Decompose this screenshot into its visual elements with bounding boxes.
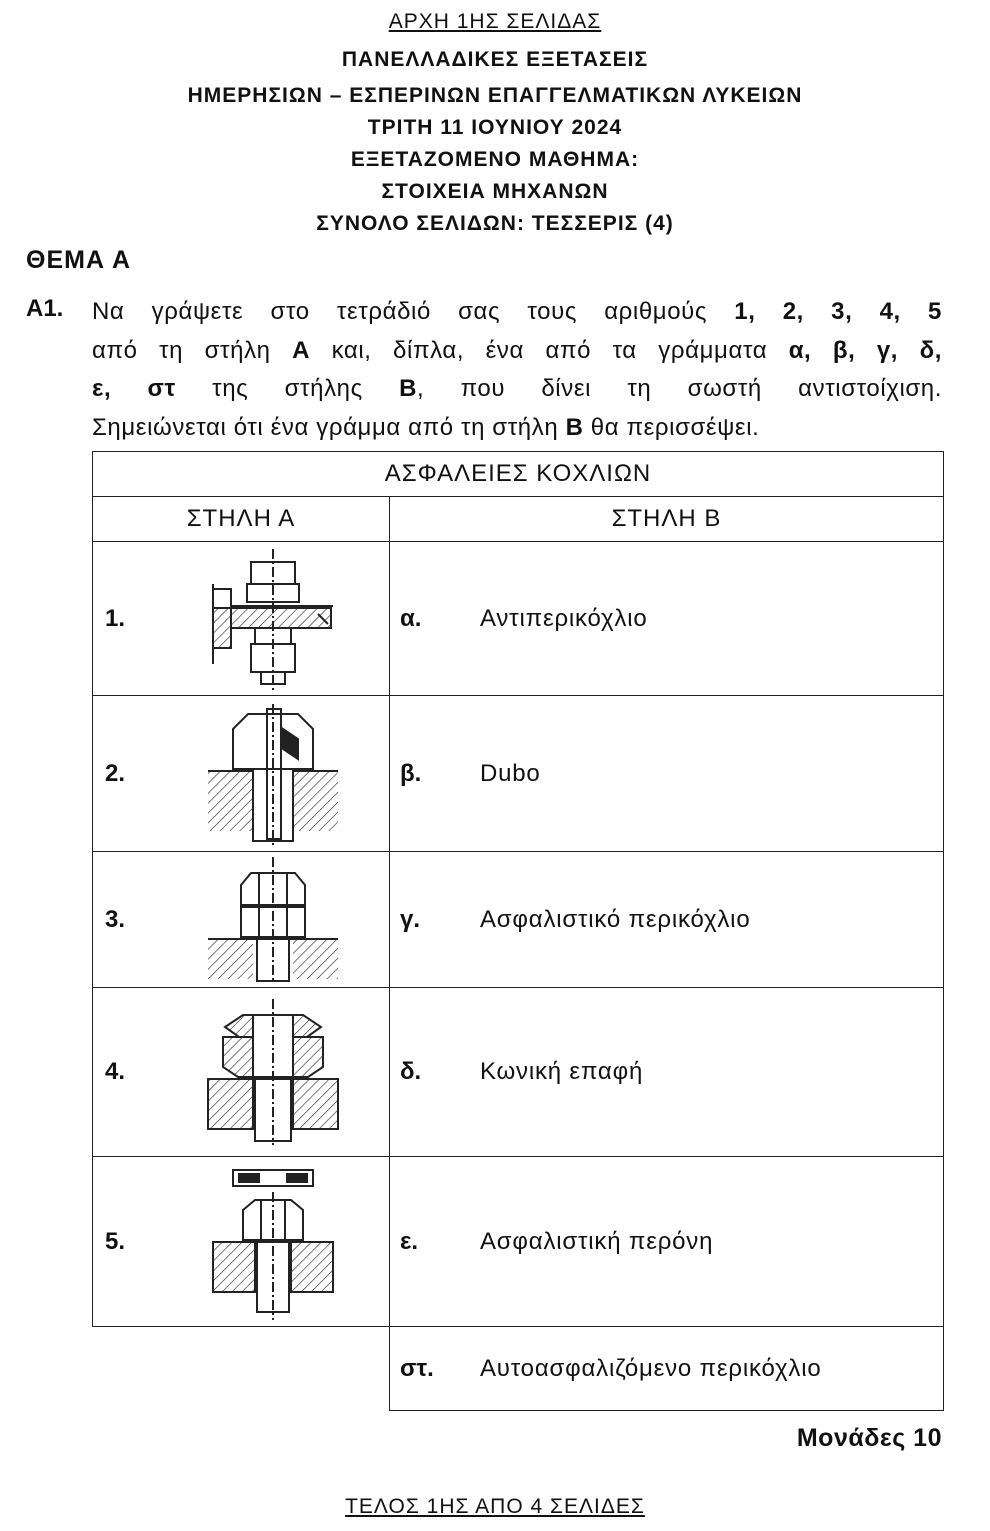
question-line (92, 370, 942, 409)
exam-schools: ΗΜΕΡΗΣΙΩΝ – ΕΣΠΕΡΙΝΩΝ ΕΠΑΓΓΕΛΜΑΤΙΚΩΝ ΛΥΚΕΙΩΝ (187, 84, 803, 107)
row-number: 2. (105, 759, 126, 787)
column-a-header: ΣΤΗΛΗ Α (93, 497, 390, 542)
table-row (93, 1327, 944, 1411)
table-row (93, 852, 944, 988)
bold-text: α, β, γ, δ, (788, 336, 942, 364)
option-text: Dubo (480, 759, 541, 787)
self-locking-nut-drawing (203, 1162, 343, 1322)
option-text: Ασφαλιστική περόνη (480, 1227, 714, 1255)
text-segment: , που δίνει τη σωστή αντιστοίχιση. (417, 375, 943, 402)
matching-table (92, 451, 944, 1411)
text-segment: και, δίπλα, ένα από τα γράμματα (310, 336, 789, 364)
page-count: ΣΥΝΟΛΟ ΣΕΛΙΔΩΝ: ΤΕΣΣΕΡΙΣ (4) (316, 212, 674, 235)
option-text: Ασφαλιστικό περικόχλιο (480, 905, 751, 933)
bold-text: 1, 2, 3, 4, 5 (734, 298, 942, 325)
option-letter: α. (400, 604, 422, 632)
row-number: 5. (105, 1227, 126, 1255)
pin-nut-drawing (203, 699, 343, 849)
row-number: 3. (105, 905, 126, 933)
row-number: 1. (105, 604, 126, 632)
subject-label: ΕΞΕΤΑΖΟΜΕΝΟ ΜΑΘΗΜΑ: (350, 148, 640, 171)
option-text: Κωνική επαφή (480, 1058, 644, 1085)
question-line (92, 293, 942, 332)
question-number: Α1. (26, 295, 64, 322)
question-line (92, 332, 942, 371)
text-segment: από τη στήλη (92, 336, 293, 364)
table-row (93, 1157, 944, 1327)
option-letter: ε. (400, 1227, 419, 1255)
question-text (92, 293, 942, 447)
text-segment: Σημειώνεται ότι ένα γράμμα από τη στήλη (92, 413, 566, 441)
bold-text: Β (399, 375, 418, 402)
section-title: ΘΕΜΑ Α (26, 246, 132, 274)
option-letter: γ. (400, 905, 421, 933)
page-end-marker: ΤΕΛΟΣ 1ΗΣ ΑΠΟ 4 ΣΕΛΙΔΕΣ (345, 1495, 645, 1518)
question-line (92, 409, 942, 448)
lock-nut-drawing (203, 544, 343, 694)
bold-text: ε, στ (92, 375, 176, 402)
subject-name: ΣΤΟΙΧΕΙΑ ΜΗΧΑΝΩΝ (381, 180, 609, 203)
option-letter: δ. (400, 1058, 422, 1085)
text-segment: Να γράψετε στο τετράδιό σας τους αριθμούς (92, 298, 735, 325)
exam-title: ΠΑΝΕΛΛΑΔΙΚΕΣ ΕΞΕΤΑΣΕΙΣ (341, 48, 649, 71)
bold-text: Β (565, 413, 584, 441)
exam-date: ΤΡΙΤΗ 11 ΙΟΥΝΙΟΥ 2024 (367, 116, 623, 139)
double-nut-drawing (203, 855, 343, 985)
column-b-header: ΣΤΗΛΗ Β (390, 497, 944, 542)
text-segment: θα περισσέψει. (583, 413, 760, 441)
option-text: Αυτοασφαλιζόμενο περικόχλιο (480, 1354, 822, 1382)
conical-nut-drawing (203, 997, 343, 1147)
row-number: 4. (105, 1058, 126, 1085)
option-letter: β. (400, 759, 422, 787)
table-row (93, 542, 944, 696)
table-title: ΑΣΦΑΛΕΙΕΣ ΚΟΧΛΙΩΝ (93, 452, 944, 497)
bold-text: Α (292, 336, 311, 364)
option-text: Αντιπερικόχλιο (480, 604, 648, 632)
page-start-marker: ΑΡΧΗ 1ΗΣ ΣΕΛΙΔΑΣ (388, 10, 602, 33)
text-segment: της στήλης (175, 375, 400, 402)
option-letter: στ. (400, 1354, 434, 1382)
table-row (93, 988, 944, 1157)
points: Μονάδες 10 (796, 1424, 942, 1452)
table-row (93, 696, 944, 852)
